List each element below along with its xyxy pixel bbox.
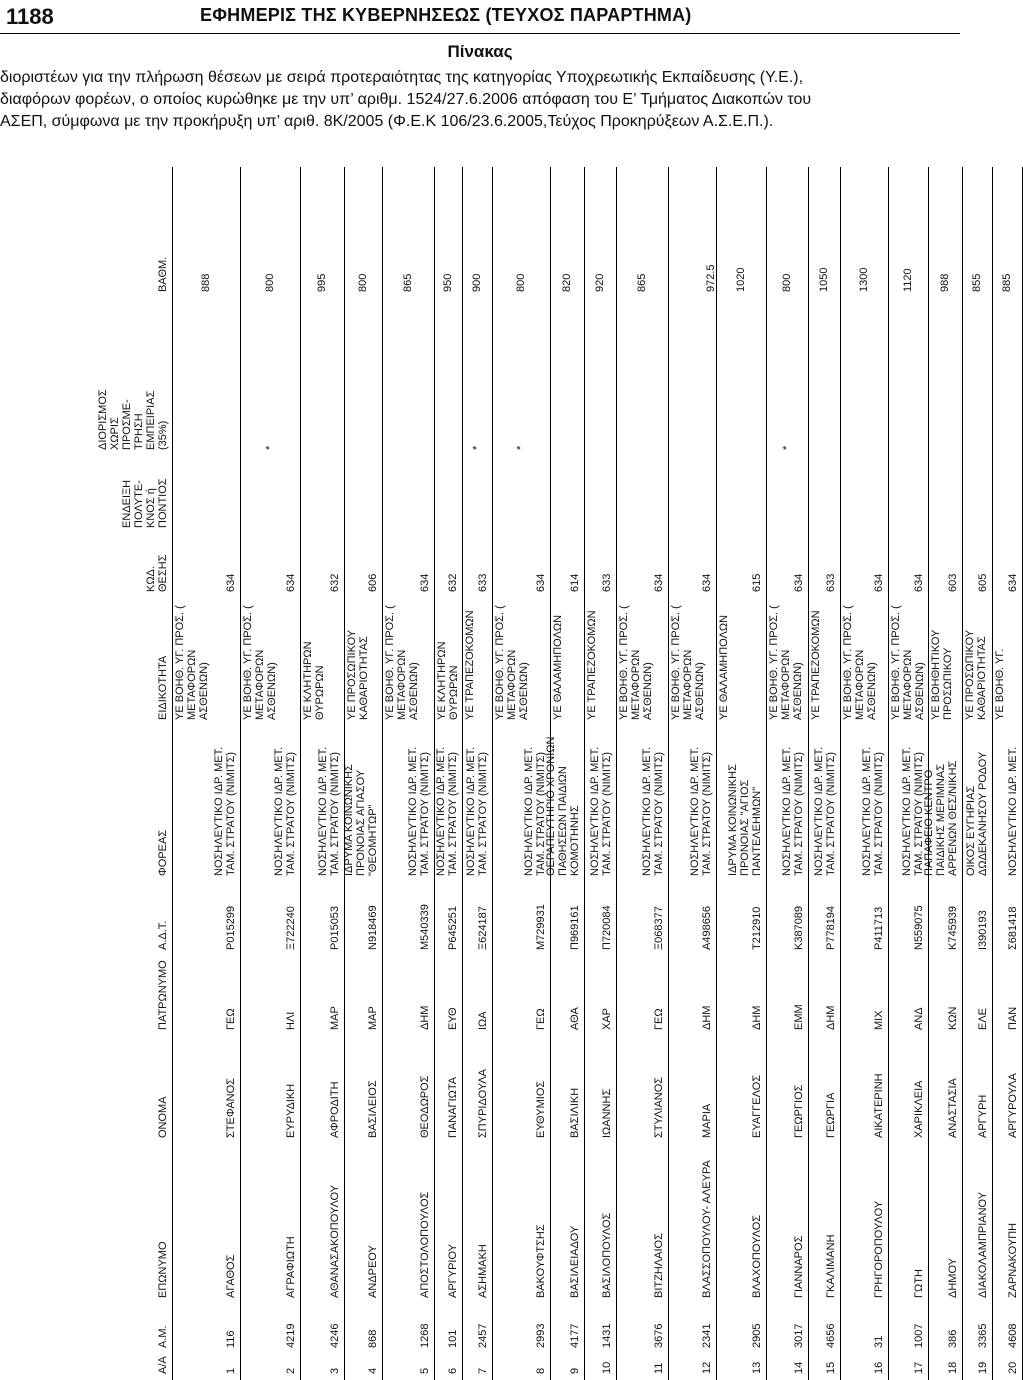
cell-adt: Ρ645251 [447,905,459,950]
cell-aa: 7 [477,1367,489,1374]
cell-father: ΧΑΡ [601,1007,613,1030]
cell-specialty: ΥΕ ΘΑΛΑΜΗΠΟΛΩΝ [552,614,564,720]
cell-aa: 9 [569,1367,581,1374]
cell-name: ΜΑΡΙΑ [701,1103,713,1138]
cell-position-code: 603 [947,573,959,592]
table-row [545,167,585,1380]
cell-father: ΑΝΔ [913,1007,925,1030]
cell-aa: 18 [947,1361,959,1374]
cell-agency: ΙΔΡΥΜΑ ΚΟΙΝΩΝΙΚΗΣ ΠΡΟΝΟΙΑΣ "ΑΓΙΟΣ ΠΑΝΤΕΛΕΗΜΩΝ" [727,764,763,876]
cell-agency: ΝΟΣΗΛΕΥΤΙΚΟ ΙΔΡ. ΜΕΤ. ΤΑΜ. ΣΤΡΑΤΟΥ (ΝΙΜΙΤΣ) [781,746,805,876]
rotated-table [80,167,1019,1380]
cell-agency: ΝΟΣΗΛΕΥΤΙΚΟ ΙΔΡ. ΜΕΤ. ΤΑΜ. ΣΤΡΑΤΟΥ (ΝΙΜΙΤΣ) [273,746,297,876]
cell-position-code: 634 [535,573,547,592]
cell-father: ΗΛΙ [285,1011,297,1030]
cell-aa: 8 [535,1367,547,1374]
table-row [668,167,717,1380]
cell-specialty: ΥΕ ΒΟΗΘ. ΥΓ. ΠΡΟΣ. ( ΜΕΤΑΦΟΡΩΝ ΑΣΘΕΝΩΝ) [890,605,926,720]
cell-score: 865 [636,273,648,292]
table-row [434,167,463,1380]
cell-father: ΓΕΩ [535,1008,547,1030]
cell-adt: Α498656 [701,905,713,950]
cell-specialty: ΥΕ ΘΑΛΑΜΗΠΟΛΩΝ [718,614,730,720]
cell-position-code: 634 [653,573,665,592]
cell-agency: ΝΟΣΗΛΕΥΤΙΚΟ ΙΔΡ. ΜΕΤ. ΤΑΜ. ΣΤΡΑΤΟΥ (ΝΙΜΙΤΣ) [523,746,547,876]
cell-am: 101 [447,1329,459,1348]
cell-adt: Μ540339 [419,904,431,950]
intro-line: διοριστέων για την πλήρωση θέσεων με σειρά προτεραιότητας της κατηγορίας Υποχρεωτικής Εκπαίδευσης (Υ.Ε.), [0,69,804,86]
cell-surname: ΑΓΡΑΦΙΩΤΗ [285,1236,297,1298]
cell-score: 820 [561,273,573,292]
intro-line: ΑΣΕΠ, σύμφωνα με την προκήρυξη υπ’ αριθ. 8Κ/2005 (Φ.Ε.Κ 106/23.6.2005,Τεύχος Προκηρύξεων Α.Σ.Ε.Π.). [0,113,774,130]
cell-adt: Τ212910 [751,906,763,950]
cell-position-code: 615 [751,573,763,592]
cell-adt: Ρ015053 [329,905,341,950]
table-row [300,167,345,1380]
cell-agency: ΝΟΣΗΛΕΥΤΙΚΟ ΙΔΡ. ΜΕΤ. ΤΑΜ. ΣΤΡΑΤΟΥ (ΝΙΜΙΤΣ) [689,746,713,876]
cell-adt: Ν918469 [367,905,379,950]
cell-agency: ΘΕΡΑΠΕΥΤΗΡΙΟ ΧΡΟΝΙΩΝ ΠΑΘΗΣΕΩΝ ΠΑΙΔΙΩΝ ΚΟΜΟΤΗΝΗΣ [545,736,581,876]
cell-am: 2993 [535,1323,547,1348]
cell-score: 888 [200,273,212,292]
cell-adt: Ρ015299 [225,905,237,950]
table-row [344,167,383,1380]
cell-father: ΕΜΜ [793,1004,805,1030]
cell-position-code: 632 [329,573,341,592]
cell-score: 1020 [735,267,747,292]
cell-score: 855 [971,273,983,292]
cell-surname: ΒΑΚΟΥΦΤΣΗΣ [535,1224,547,1298]
intro-paragraph [0,67,960,133]
header-name: ΟΝΟΜΑ [157,1096,169,1138]
table-row [616,167,669,1380]
cell-name: ΙΩΑΝΝΗΣ [601,1088,613,1138]
cell-name: ΣΤΥΛΙΑΝΟΣ [653,1076,665,1138]
cell-father: ΔΗΜ [419,1005,431,1030]
cell-adt: Ξ624187 [477,906,489,950]
cell-surname: ΔΙΑΚΟΛΑΜΠΡΙΑΝΟΥ [977,1191,989,1298]
cell-surname: ΓΙΑΝΝΑΡΟΣ [793,1235,805,1298]
cell-position-code: 634 [225,573,237,592]
cell-specialty: ΥΕ ΒΟΗΘ. ΥΓ. ΠΡΟΣ. ( ΜΕΤΑΦΟΡΩΝ ΑΣΘΕΝΩΝ) [670,605,706,720]
cell-agency: ΠΑΠΑΦΕΙΟ ΚΕΝΤΡΟ ΠΑΙΔΙΚΗΣ ΜΕΡΙΜΝΑΣ ΑΡΡΕΝΩΝ ΘΕΣ/ΝΙΚΗΣ [923,760,959,876]
cell-name: ΠΑΝΑΓΙΩΤΑ [447,1076,459,1138]
cell-score: 800 [357,273,369,292]
header-adt: Α.Δ.Τ. [157,920,169,950]
cell-am: 3676 [653,1323,665,1348]
cell-score: 995 [316,273,328,292]
cell-adt: Κ387089 [793,905,805,950]
cell-surname: ΖΑΡΝΑΚΟΥΠΗ [1007,1222,1019,1298]
header-appointment: ΔΙΟΡΙΣΜΟΣ ΧΩΡΙΣ ΠΡΟΣΜΕ- ΤΡΗΣΗ ΕΜΠΕΙΡΙΑΣ (35%) [97,389,169,450]
header-surname: ΕΠΩΝΥΜΟ [157,1241,169,1298]
cell-specialty: ΥΕ ΤΡΑΠΕΖΟΚΟΜΩΝ [810,610,822,720]
cell-surname: ΒΙΤΖΗΛΑΙΟΣ [653,1233,665,1298]
header-aa: Α/Α [157,1356,169,1374]
cell-specialty: ΥΕ ΤΡΑΠΕΖΟΚΟΜΩΝ [464,610,476,720]
cell-adt: Ξ068377 [653,906,665,950]
intro-line: διαφόρων φορέων, ο οποίος κυρώθηκε με την υπ’ αριθμ. 1524/27.6.2006 απόφαση του Ε’ Τμήματος Διακοπών του [0,91,812,108]
cell-adt: Ι390193 [977,910,989,950]
cell-specialty: ΥΕ ΒΟΗΘ. ΥΓ. [994,648,1006,720]
cell-am: 1007 [913,1323,925,1348]
cell-appointment: * [264,445,276,450]
table-row [716,167,767,1380]
cell-name: ΑΝΑΣΤΑΣΙΑ [947,1078,959,1138]
cell-position-code: 634 [873,573,885,592]
cell-name: ΓΕΩΡΓΙΟΣ [793,1084,805,1138]
cell-agency: ΟΙΚΟΣ ΕΥΓΗΡΙΑΣ ΔΩΔΕΚΑΝΗΣΟΥ ΡΟΔΟΥ [965,751,989,876]
cell-position-code: 606 [367,573,379,592]
cell-score: 988 [939,273,951,292]
cell-father: ΔΗΜ [751,1005,763,1030]
cell-aa: 16 [873,1361,885,1374]
cell-score: 920 [594,273,606,292]
cell-father: ΕΛΕ [977,1007,989,1030]
running-title: ΕΦΗΜΕΡΙΣ ΤΗΣ ΚΥΒΕΡΝΗΣΕΩΣ (ΤΕΥΧΟΣ ΠΑΡΑΡΤΗΜΑ) [200,5,692,25]
cell-position-code: 614 [569,573,581,592]
cell-father: ΜΑΡ [329,1006,341,1030]
header-rule [0,33,960,34]
cell-surname: ΓΚΑΛΙΜΑΝΗ [825,1234,837,1298]
cell-aa: 15 [825,1361,837,1374]
cell-am: 1431 [601,1323,613,1348]
cell-specialty: ΥΕ ΒΟΗΘ. ΥΓ. ΠΡΟΣ. ( ΜΕΤΑΦΟΡΩΝ ΑΣΘΕΝΩΝ) [242,605,278,720]
cell-adt: Π969161 [569,905,581,950]
cell-aa: 3 [329,1367,341,1374]
cell-name: ΒΑΣΙΛΕΙΟΣ [367,1080,379,1138]
cell-name: ΕΥΘΥΜΙΟΣ [535,1080,547,1138]
cell-am: 3365 [977,1323,989,1348]
cell-father: ΚΩΝ [947,1006,959,1030]
header-father: ΠΑΤΡΩΝΥΜΟ [157,960,169,1030]
cell-score: 800 [781,273,793,292]
cell-position-code: 632 [447,573,459,592]
cell-agency: ΝΟΣΗΛΕΥΤΙΚΟ ΙΔΡ. ΜΕΤ. ΤΑΜ. ΣΤΡΑΤΟΥ (ΝΙΜΙΤΣ) [861,746,885,876]
cell-name: ΒΑΣΙΛΙΚΗ [569,1087,581,1138]
cell-surname: ΑΘΑΝΑΣΑΚΟΠΟΥΛΟΥ [329,1184,341,1298]
table-row [462,167,493,1380]
table-viewport [80,167,1019,1380]
cell-score: 800 [264,273,276,292]
cell-specialty: ΥΕ ΒΟΗΘ. ΥΓ. ΠΡΟΣ. ( ΜΕΤΑΦΟΡΩΝ ΑΣΘΕΝΩΝ) [174,605,210,720]
cell-name: ΕΥΡΥΔΙΚΗ [285,1083,297,1138]
cell-am: 2457 [477,1323,489,1348]
cell-am: 386 [947,1329,959,1348]
header-position-code: ΚΩΔ. ΘΕΣΗΣ [145,554,169,592]
cell-surname: ΒΛΑΧΟΠΟΥΛΟΣ [751,1214,763,1298]
cell-position-code: 634 [793,573,805,592]
table-row [240,167,301,1380]
cell-aa: 10 [601,1361,613,1374]
cell-agency: ΝΟΣΗΛΕΥΤΙΚΟ ΙΔΡ. ΜΕΤ. [1007,746,1019,876]
cell-agency: ΝΟΣΗΛΕΥΤΙΚΟ ΙΔΡ. ΜΕΤ. ΤΑΜ. ΣΤΡΑΤΟΥ (ΝΙΜΙΤΣ) [407,746,431,876]
cell-aa: 2 [285,1367,297,1374]
cell-surname: ΒΛΑΣΣΟΠΟΥΛΟΥ- ΑΛΕΥΡΑ [701,1160,713,1298]
cell-score: 1120 [902,268,914,292]
cell-name: ΕΥΑΓΓΕΛΟΣ [751,1074,763,1138]
cell-aa: 20 [1007,1361,1019,1374]
table-row [584,167,617,1380]
page-header [0,0,960,40]
cell-agency: ΙΔΡΥΜΑ ΚΟΙΝΩΝΙΚΗΣ ΠΡΟΝΟΙΑΣ ΑΓΙΑΣΟΥ "ΘΕΟΜΗΤΩΡ" [343,764,379,876]
cell-aa: 4 [367,1367,379,1374]
cell-aa: 6 [447,1367,459,1374]
cell-aa: 5 [419,1367,431,1374]
cell-am: 2905 [751,1323,763,1348]
cell-surname: ΑΠΟΣΤΟΛΟΠΟΥΛΟΣ [419,1191,431,1298]
table-row [840,167,889,1380]
cell-name: ΧΑΡΙΚΛΕΙΑ [913,1080,925,1138]
cell-aa: 11 [653,1362,665,1374]
cell-specialty: ΥΕ ΒΟΗΘ. ΥΓ. ΠΡΟΣ. ( ΜΕΤΑΦΟΡΩΝ ΑΣΘΕΝΩΝ) [768,605,804,720]
cell-aa: 17 [913,1361,925,1374]
cell-specialty: ΥΕ ΒΟΗΘΗΤΙΚΟΥ ΠΡΟΣΩΠΙΚΟΥ [930,629,954,720]
cell-score: 1300 [858,267,870,292]
header-score: ΒΑΘΜ. [157,256,169,292]
table-row [923,167,963,1380]
cell-specialty: ΥΕ ΤΡΑΠΕΖΟΚΟΜΩΝ [586,610,598,720]
cell-aa: 19 [977,1361,989,1374]
cell-surname: ΑΓΑΘΟΣ [225,1254,237,1298]
cell-agency: ΝΟΣΗΛΕΥΤΙΚΟ ΙΔΡ. ΜΕΤ. ΤΑΜ. ΣΤΡΑΤΟΥ (ΝΙΜΙΤΣ) [641,746,665,876]
cell-aa: 14 [793,1361,805,1374]
cell-am: 868 [367,1329,379,1348]
cell-am: 4177 [569,1323,581,1348]
cell-specialty: ΥΕ ΚΛΗΤΗΡΩΝ ΘΥΡΩΡΩΝ [302,641,326,720]
cell-position-code: 633 [477,573,489,592]
cell-appointment: * [515,445,527,450]
cell-name: ΘΕΟΔΩΡΟΣ [419,1075,431,1138]
cell-father: ΠΑΝ [1007,1006,1019,1030]
cell-name: ΑΦΡΟΔΙΤΗ [329,1081,341,1138]
cell-surname: ΑΝΔΡΕΟΥ [367,1245,379,1298]
cell-am: 2341 [701,1323,713,1348]
table-row [766,167,809,1380]
page-number: 1188 [6,4,54,29]
cell-specialty: ΥΕ ΠΡΟΣΩΠΙΚΟΥ ΚΑΘΑΡΙΟΤΗΤΑΣ [346,630,370,720]
cell-appointment: * [781,445,793,450]
cell-score: 885 [1001,273,1013,292]
table-header-row [80,167,173,1380]
cell-adt: Κ745939 [947,905,959,950]
cell-surname: ΑΡΓΥΡΙΟΥ [447,1243,459,1298]
header-polyteknos: ΕΝΔΕΙΞΗ ΠΟΛΥΤΕ- ΚΝΟΣ ή ΠΟΝΤΙΟΣ [121,478,169,528]
cell-position-code: 634 [913,573,925,592]
cell-adt: Μ729931 [535,904,547,950]
cell-adt: Π720084 [601,905,613,950]
header-agency: ΦΟΡΕΑΣ [157,829,169,876]
cell-adt: Ρ411713 [873,906,885,950]
cell-am: 3017 [793,1323,805,1348]
cell-surname: ΒΑΣΙΛΕΙΑΔΟΥ [569,1225,581,1298]
cell-agency: ΝΟΣΗΛΕΥΤΙΚΟ ΙΔΡ. ΜΕΤ. ΤΑΜ. ΣΤΡΑΤΟΥ (ΝΙΜΙΤΣ) [465,746,489,876]
table-row [962,167,993,1380]
table-row [172,167,241,1380]
cell-appointment: * [471,445,483,450]
cell-am: 4656 [825,1323,837,1348]
cell-adt: Ρ778194 [825,905,837,950]
cell-name: ΑΙΚΑΤΕΡΙΝΗ [873,1073,885,1138]
cell-am: 4246 [329,1323,341,1348]
cell-position-code: 633 [601,573,613,592]
cell-am: 31 [873,1335,885,1348]
cell-score: 900 [471,273,483,292]
cell-specialty: ΥΕ ΒΟΗΘ. ΥΓ. ΠΡΟΣ. ( ΜΕΤΑΦΟΡΩΝ ΑΣΘΕΝΩΝ) [494,605,530,720]
cell-am: 4608 [1007,1323,1019,1348]
cell-adt: Ν559075 [913,905,925,950]
cell-surname: ΓΩΤΗ [913,1269,925,1298]
cell-aa: 1 [225,1367,237,1374]
cell-father: ΓΕΩ [225,1008,237,1030]
cell-father: ΔΗΜ [701,1005,713,1030]
cell-father: ΜΙΧ [873,1010,885,1030]
cell-specialty: ΥΕ ΠΡΟΣΩΠΙΚΟΥ ΚΑΘΑΡΙΟΤΗΤΑΣ [964,630,988,720]
cell-agency: ΝΟΣΗΛΕΥΤΙΚΟ ΙΔΡ. ΜΕΤ. ΤΑΜ. ΣΤΡΑΤΟΥ (ΝΙΜΙΤΣ) [213,746,237,876]
cell-agency: ΝΟΣΗΛΕΥΤΙΚΟ ΙΔΡ. ΜΕΤ. ΤΑΜ. ΣΤΡΑΤΟΥ (ΝΙΜΙΤΣ) [901,746,925,876]
cell-father: ΙΩΑ [477,1011,489,1030]
document-title: Πίνακας [447,42,513,61]
cell-name: ΣΠΥΡΙΔΟΥΛΑ [477,1069,489,1138]
cell-specialty: ΥΕ ΒΟΗΘ. ΥΓ. ΠΡΟΣ. ( ΜΕΤΑΦΟΡΩΝ ΑΣΘΕΝΩΝ) [618,605,654,720]
cell-agency: ΝΟΣΗΛΕΥΤΙΚΟ ΙΔΡ. ΜΕΤ. ΤΑΜ. ΣΤΡΑΤΟΥ (ΝΙΜΙΤΣ) [317,746,341,876]
cell-agency: ΝΟΣΗΛΕΥΤΙΚΟ ΙΔΡ. ΜΕΤ. ΤΑΜ. ΣΤΡΑΤΟΥ (ΝΙΜΙΤΣ) [435,746,459,876]
cell-surname: ΔΗΜΟΥ [947,1258,959,1298]
header-am: Α.Μ. [157,1325,169,1348]
cell-father: ΕΥΘ [447,1007,459,1030]
cell-position-code: 634 [1007,573,1019,592]
cell-adt: Ξ722240 [285,906,297,950]
cell-position-code: 633 [825,573,837,592]
cell-score: 972.5 [705,264,717,292]
cell-position-code: 634 [701,573,713,592]
cell-am: 116 [225,1330,237,1348]
cell-aa: 13 [751,1361,763,1374]
cell-name: ΑΡΓΥΡΗ [977,1094,989,1138]
cell-aa: 12 [701,1361,713,1374]
cell-am: 4219 [285,1323,297,1348]
cell-surname: ΑΣΗΜΑΚΗ [477,1244,489,1298]
table-row [808,167,841,1380]
cell-name: ΑΡΓΥΡΟΥΛΑ [1007,1073,1019,1138]
cell-father: ΔΗΜ [825,1005,837,1030]
table-row [992,167,1023,1380]
cell-name: ΣΤΕΦΑΝΟΣ [225,1078,237,1138]
cell-position-code: 634 [285,573,297,592]
cell-score: 950 [442,273,454,292]
cell-specialty: ΥΕ ΚΛΗΤΗΡΩΝ ΘΥΡΩΡΩΝ [436,641,460,720]
table-row [492,167,551,1380]
cell-position-code: 634 [419,573,431,592]
cell-score: 865 [402,273,414,292]
cell-father: ΜΑΡ [367,1006,379,1030]
cell-agency: ΝΟΣΗΛΕΥΤΙΚΟ ΙΔΡ. ΜΕΤ. ΤΑΜ. ΣΤΡΑΤΟΥ (ΝΙΜΙΤΣ) [813,746,837,876]
cell-score: 800 [515,273,527,292]
cell-position-code: 605 [977,573,989,592]
cell-score: 1050 [818,267,830,292]
cell-father: ΓΕΩ [653,1008,665,1030]
cell-specialty: ΥΕ ΒΟΗΘ. ΥΓ. ΠΡΟΣ. ( ΜΕΤΑΦΟΡΩΝ ΑΣΘΕΝΩΝ) [842,605,878,720]
cell-surname: ΓΡΗΓΟΡΟΠΟΥΛΟΥ [873,1200,885,1298]
header-specialty: ΕΙΔΙΚΟΤΗΤΑ [157,655,169,720]
cell-agency: ΝΟΣΗΛΕΥΤΙΚΟ ΙΔΡ. ΜΕΤ. ΤΑΜ. ΣΤΡΑΤΟΥ (ΝΙΜΙΤΣ) [589,746,613,876]
cell-surname: ΒΑΣΙΛΟΠΟΥΛΟΣ [601,1212,613,1298]
cell-adt: Σ681418 [1007,906,1019,950]
cell-am: 1268 [419,1323,431,1348]
cell-name: ΓΕΩΡΓΙΑ [825,1092,837,1138]
cell-father: ΑΘΑ [569,1007,581,1030]
cell-specialty: ΥΕ ΒΟΗΘ. ΥΓ. ΠΡΟΣ. ( ΜΕΤΑΦΟΡΩΝ ΑΣΘΕΝΩΝ) [384,605,420,720]
table-row [382,167,435,1380]
